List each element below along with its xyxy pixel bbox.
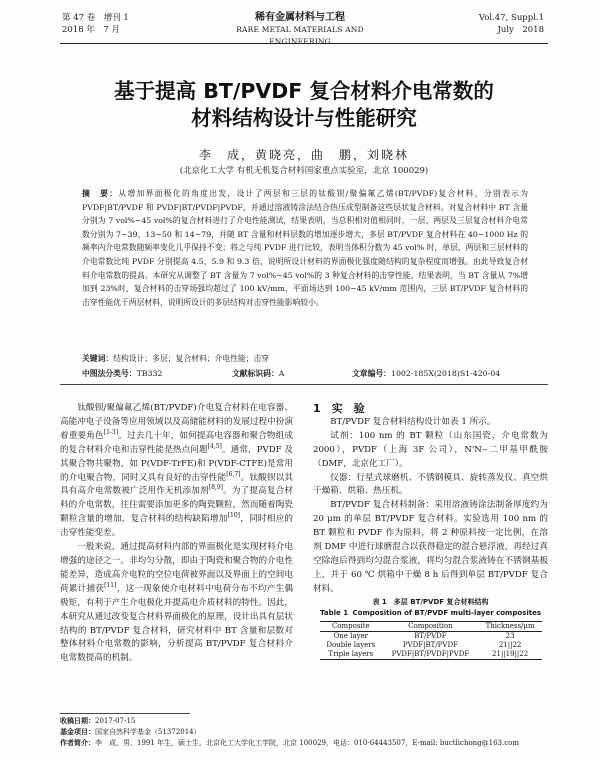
footnote-fund <box>60 727 555 738</box>
footnote-rule <box>60 713 190 714</box>
table-caption-cn: 表 1 多层 BT/PVDF 复合材料结构 <box>372 597 489 606</box>
keywords-text: 结构设计；多层；复合材料；介电性能；击穿 <box>113 354 270 363</box>
citation: [11] <box>104 581 117 589</box>
footnote-received <box>60 716 555 727</box>
article-no-label: 文章编号： <box>352 369 391 378</box>
citation: [1-3] <box>103 428 119 436</box>
header-volume-en: Vol.47, Suppl.1 <box>478 13 544 23</box>
header-volume-cn: 第 47 卷 增刊 1 <box>62 13 129 23</box>
clc-value: TB332 <box>136 369 163 378</box>
header-volume-en-block <box>424 12 544 36</box>
header-volume-block <box>62 12 202 36</box>
citation: [8,9] <box>208 484 223 492</box>
paper-title <box>60 78 548 132</box>
clc-label: 中图法分类号： <box>82 369 137 378</box>
table-cell: One layer <box>333 631 369 640</box>
composition-table <box>320 621 542 660</box>
intro-paragraph-2: 一般来说，通过提高材料内部的界面极化是实现材料介电增强的途径之一。非均匀分散，即由于陶瓷和聚合物的介电性能差异，造成高介电粒的空位电荷被界面以及界面上的空间电荷累计捕获[11]，这一现象使介电材料中电荷分布不均产生偶极矩，有利于产生介电极化并提高电介质材料的特性。因此，本研究从通过改变复合材料界面极化的原理，设计出具有层状结构的 BT/PVDF 复合材料，研究材料中 BT 含量和层数对整体材料介电常数的影响，分析提高 BT/PVDF 复合材料介电常数提高的机制。 <box>60 542 293 664</box>
table-row <box>320 650 542 660</box>
table-cell: PVDF|BT/PVDF|PVDF <box>391 649 470 658</box>
section-heading-experiment: 1 实 验 <box>313 402 365 415</box>
title-line-2: 材料结构设计与性能研究 <box>191 106 417 130</box>
keywords-label: 关键词： <box>82 354 114 363</box>
header-journal-cn: 稀有金属材料与工程 <box>255 12 345 23</box>
article-no-value: 1002-185X(2018)S1-420-04 <box>390 369 501 378</box>
intro-paragraph-1: 钛酸钡/聚偏氟乙烯(BT/PVDF)介电复合材料在电容器、高能冲电子设备等应用领域以及高储能材料的发展过程中扮演着重要角色[1-3]。过去几十年，如何提高电容器和聚合物组成的复合材料介电和击穿性能是热点问题[4,5]。通常，PVDF 及其聚合物共聚物，如 P(VDF-TrFE)和 P(VDF-CTFE)是常用的介电聚合物，同时又具有良好的击穿性能[6,7]。钛酸钡以其具有高介电常数被广泛用作无机添加剂[8,9]。为了提高复合材料的介电常数，往往需要添加更多的陶瓷颗粒，然而随着陶瓷颗粒含量的增加，复合材料的结构缺陷增加[10]，同时相应的击穿性能变差。 <box>60 403 293 539</box>
received-label: 收稿日期： <box>60 717 95 725</box>
experiment-paragraph-1: BT/PVDF 复合材料结构设计如表 1 所示。 <box>330 416 496 427</box>
table-header-cell: Thickness/μm <box>485 621 535 630</box>
header-date-en: July 2018 <box>497 25 544 35</box>
author-bio-label: 作者简介： <box>60 739 95 747</box>
classification-line <box>82 368 528 380</box>
doc-code-value: A <box>278 369 285 378</box>
keywords <box>82 353 528 365</box>
affiliation: (北京化工大学 有机无机复合材料国家重点实验室，北京 100029) <box>179 166 429 176</box>
authors: 李 成，黄晓亮，曲 鹏，刘晓林 <box>198 148 409 162</box>
table-cell: 21||19||22 <box>492 649 529 658</box>
doc-code-label: 文献标识码： <box>232 369 279 378</box>
citation: [4,5] <box>207 442 222 450</box>
fund-text: 国家自然科学基金（51372014） <box>95 728 201 736</box>
abstract-rule <box>60 384 548 385</box>
fund-label: 基金项目： <box>60 728 95 736</box>
abstract <box>82 187 528 309</box>
citation: [6,7] <box>226 470 241 478</box>
citation: [10] <box>227 512 241 520</box>
abstract-label: 摘 要： <box>82 189 119 198</box>
table-cell: BT/PVDF <box>414 631 447 640</box>
footnote-author <box>60 738 555 749</box>
table-cell: 23 <box>505 631 515 640</box>
title-line-1: 基于提高 BT/PVDF 复合材料介电常数的 <box>114 79 494 103</box>
experiment-paragraph-2: 试剂：100 nm 的 BT 颗粒（山东国瓷，介电常数为 2000），PVDF（上海 3F 公司），N'N--二甲基甲酰胺（DMF，北京化工厂）。 <box>313 430 548 469</box>
table-cell: 21||22 <box>498 640 522 649</box>
table-row <box>320 641 542 650</box>
received-date: 2017-07-15 <box>95 717 136 725</box>
experiment-paragraph-3: 仪器：行星式球磨机、不锈钢模具、旋转蒸发仪、真空烘干燥箱、烘箱、热压机。 <box>313 472 548 497</box>
table-caption-en-label: Table 1 <box>320 608 349 617</box>
abstract-text: 从增加界面极化的角度出发，设计了两层和三层的钛酸钡/聚偏氟乙烯(BT/PVDF)复合材料，分别表示为 PVDF|BT/PVDF 和 PVDF|BT/PVDF|PVDF，并通过溶液铸涂法结合热压成型制备这些层状复合材料。对复合材料中 BT 含量分别为 7 vol%~45 vol%的复合材料进行了介电性能测试，结果表明，当总积相对值相同时，一层、两层及三层复合材料介电常数分别为 7~39、13~50 和 14~79，并随 BT 含量和材料层数的增加逐步增大，多层 BT/PVDF 复合材料在 40~1000 Hz 的频率内介电常数随频率变化几乎保持不变；将之与纯 PVDF 进行比较，表明当体积分数为 45 vol% 时，单层、两层和三层材料的介电常数比纯 PVDF 分别提高 4.5、5.9 和 9.3 倍，说明所设计材料的界面极化强度随结构的复杂程度而增强。由此导致复合材料介电常数的提高。本研究从调整了 BT 含量为 7 vol%~45 vol%的 3 种复合材料的击穿性能，结果表明，当 BT 含量从 7%增加到 23%时，复合材料的击穿场强均超过了 100 kV/mm，平面场达到 100~45 kV/mm 范围内，三层 BT/PVDF 复合材料的击穿性能优于两层材料，说明所设计的多层结构对击穿性能影响较小。 <box>82 189 528 307</box>
header-rule <box>60 43 548 44</box>
author-bio-text: 李 成，男，1991 年生，硕士生，北京化工大学化工学院，北京 100029，电话：010-64443507，E-mail: buctlichong@163.com <box>95 739 520 747</box>
table-cell: Triple layers <box>328 649 374 658</box>
table-cell: PVDF|BT/PVDF <box>402 640 458 649</box>
table-header-cell: Composite <box>331 621 370 630</box>
table-header-cell: Composition <box>408 621 453 630</box>
table-caption <box>313 597 548 619</box>
header-journal-en: RARE METAL MATERIALS AND ENGINEERING <box>236 25 364 46</box>
right-column <box>313 402 548 660</box>
table-caption-en: Composition of BT/PVDF multi-layer composites <box>352 608 541 617</box>
table-header-row <box>320 621 542 631</box>
table-cell: Double layers <box>326 640 376 649</box>
footnote <box>60 716 555 749</box>
experiment-paragraph-4: BT/PVDF 复合材料制备：采用溶液铸涂法制备厚度约为 20 μm 的单层 BT/PVDF 复合材料。实验选用 100 nm 的 BT 颗粒和 PVDF 作为原料，将 2 种原料按一定比例，在溶剂 DMF 中进行球磨混合以获得稳定的混合悬浮液，再经过真空除泡后得到均匀混合浆液，将均匀混合浆液铸在不锈钢基板上，并于 60 ℃ 烘箱中干燥 8 h 后得到单层 BT/PVDF 复合材料。 <box>313 500 548 594</box>
header-date-cn: 2018 年 7 月 <box>62 25 120 35</box>
left-column <box>60 402 293 666</box>
table-row <box>320 631 542 641</box>
